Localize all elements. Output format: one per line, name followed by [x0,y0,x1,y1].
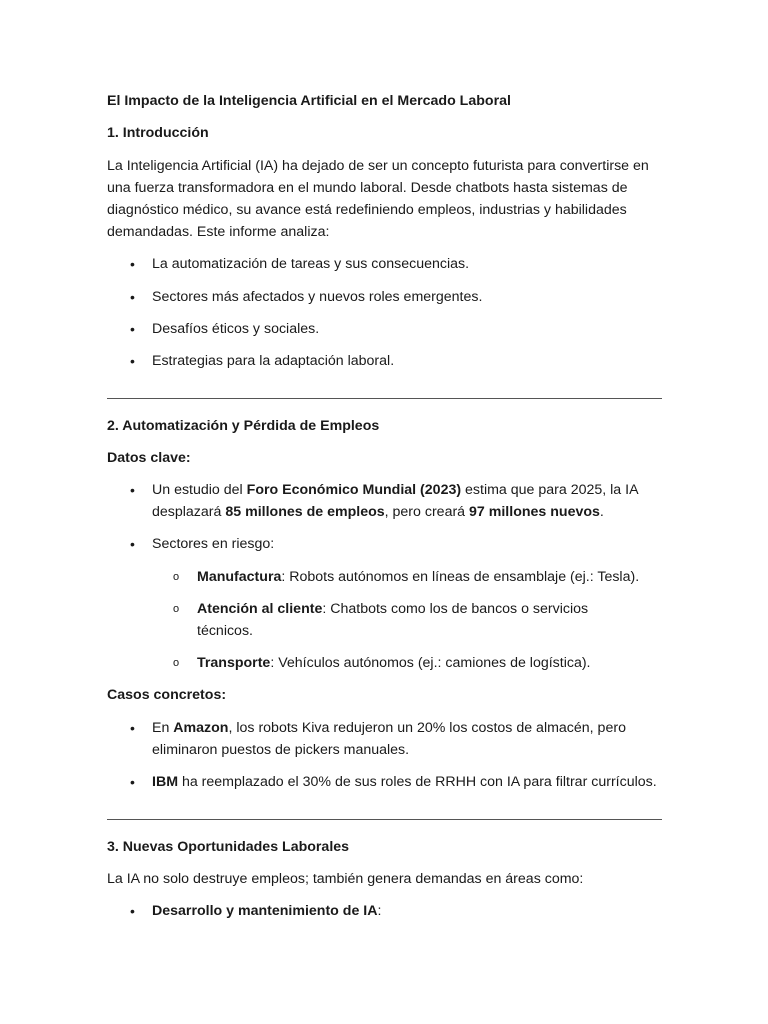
bullet-icon: • [130,256,135,272]
horizontal-divider [107,819,662,820]
key-data-label: Datos clave: [107,450,191,466]
circle-bullet-icon: o [173,657,180,669]
risk-sectors-label: Sectores en riesgo: [152,536,275,552]
intro-list-item: Sectores más afectados y nuevos roles emergentes. [152,289,483,305]
intro-list-item: Estrategias para la adaptación laboral. [152,353,395,369]
opportunity-item: Desarrollo y mantenimiento de IA: [152,903,382,919]
intro-paragraph: La Inteligencia Artificial (IA) ha dejado de ser un concepto futurista para convertirse en una fuerza transformadora en el mundo laboral. Desde chatbots hasta sistemas de diagnóstico médico, su avance está redefiniendo empleos, industrias y habilidades demandadas. Este informe analiza: [107,158,649,240]
sector-item: Atención al cliente: Chatbots como los de bancos o servicios técnicos. [197,601,589,639]
intro-list-item: La automatización de tareas y sus consecuencias. [152,256,470,272]
bullet-icon: • [130,774,135,790]
study-list-item: Un estudio del Foro Económico Mundial (2023) estima que para 2025, la IA desplazará 85 millones de empleos, pero creará 97 millones nuevos. [152,482,638,520]
bullet-icon: • [130,353,135,369]
bullet-icon: • [130,289,135,305]
case-item: En Amazon, los robots Kiva redujeron un 20% los costos de almacén, pero eliminaron puestos de pickers manuales. [152,720,626,758]
section-1-heading: 1. Introducción [107,125,209,141]
bullet-icon: • [130,482,135,498]
section-2-heading: 2. Automatización y Pérdida de Empleos [107,418,380,434]
sector-item: Manufactura: Robots autónomos en líneas de ensamblaje (ej.: Tesla). [197,569,640,585]
bullet-icon: • [130,321,135,337]
bullet-icon: • [130,903,135,919]
opportunities-paragraph: La IA no solo destruye empleos; también genera demandas en áreas como: [107,871,584,887]
bullet-icon: • [130,536,135,552]
sector-item: Transporte: Vehículos autónomos (ej.: camiones de logística). [197,655,591,671]
horizontal-divider [107,398,662,399]
circle-bullet-icon: o [173,603,180,615]
section-3-heading: 3. Nuevas Oportunidades Laborales [107,839,350,855]
bullet-icon: • [130,720,135,736]
circle-bullet-icon: o [173,571,180,583]
intro-list-item: Desafíos éticos y sociales. [152,321,320,337]
case-item: IBM ha reemplazado el 30% de sus roles de RRHH con IA para filtrar currículos. [152,774,657,790]
cases-label: Casos concretos: [107,687,227,703]
document-title: El Impacto de la Inteligencia Artificial en el Mercado Laboral [107,93,511,109]
